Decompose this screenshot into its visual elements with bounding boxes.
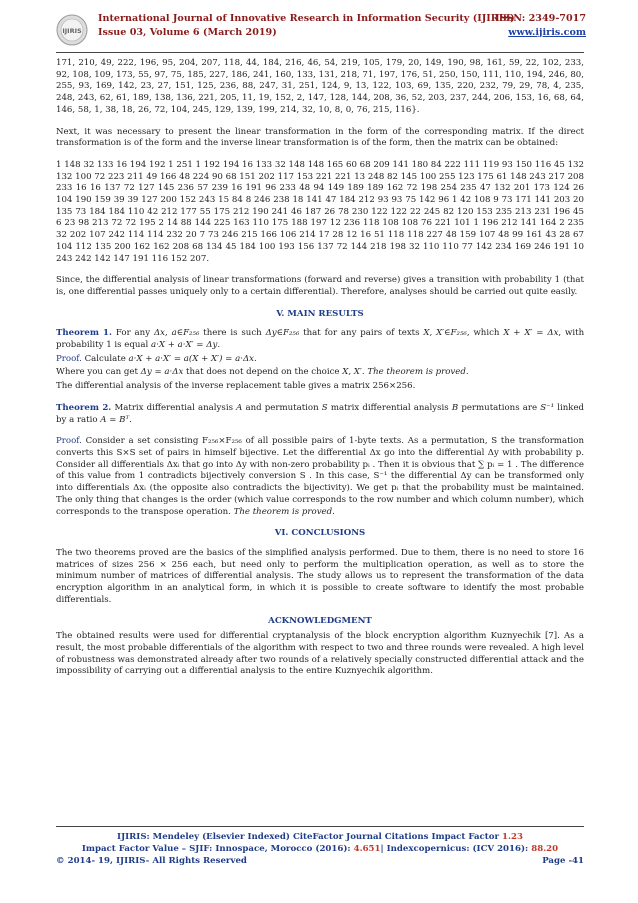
header-rule (56, 52, 584, 53)
proof-1: Proof. Calculate a·X + a·X′ = a(X + X′) = a·Δx. (56, 353, 257, 364)
section-main-results: V. MAIN RESULTS (276, 308, 364, 319)
issue-info: Issue 03, Volume 6 (March 2019) (98, 27, 277, 38)
footer-rule (56, 826, 584, 827)
acknowledgment-text: The obtained results were used for differential cryptanalysis of the block encryption algorithm Kuznyechik [7]. As a result, the most probable differentials of the algorithm with respect to two and three rounds were revealed. A high level of robustness was demonstrated already after two rounds of a relatively specially constructed differential attack and the impossibility of carrying out a differential analysis to the entire Kuznyechik algorithm. (56, 631, 584, 677)
sbox-values: 171, 210, 49, 222, 196, 95, 204, 207, 118, 44, 184, 216, 46, 54, 219, 105, 179, 20, 149, 190, 98, 161, 59, 22, 102, 233, 92, 108, 109, 173, 55, 97, 75, 185, 227, 186, 241, 160, 133, 131, 218, 71, 197, 176, 51, 250, 150, 111, 110, 194, 246, 80, 255, 93, 169, 142, 23, 27, 151, 125, 236, 88, 247, 31, 251, 124, 9, 13, 122, 103, 69, 135, 220, 232, 79, 29, 78, 4, 235, 248, 243, 62, 61, 189, 138, 136, 221, 205, 11, 19, 152, 2, 147, 128, 144, 208, 36, 52, 203, 237, 244, 206, 153, 16, 68, 64, 146, 58, 1, 38, 18, 26, 72, 104, 245, 129, 139, 199, 214, 32, 10, 8, 0, 76, 215, 116}. (56, 58, 584, 115)
journal-url-link[interactable]: www.ijiris.com (508, 27, 586, 38)
matrix-values: 1 148 32 133 16 194 192 1 251 1 192 194 16 133 32 148 148 165 60 68 209 141 180 84 222 111 119 93 150 116 45 132 132 100 72 223 211 49 166 48 224 90 68 151 202 117 153 221 221 13 248 82 145 100 255 123 175 61 148 243 217 208 233 16 16 137 72 127 145 236 57 239 16 191 96 233 48 94 149 189 189 162 72 198 254 235 47 132 201 173 124 26 104 190 159 39 39 127 200 152 243 15 84 8 246 238 18 141 47 184 212 93 93 75 142 96 1 42 108 9 73 171 141 203 20 135 73 184 184 110 42 212 177 55 175 212 190 241 46 187 26 78 230 122 122 22 245 82 120 153 235 213 231 196 45 6 23 98 213 72 72 195 2 14 88 144 225 163 110 175 188 197 12 236 118 108 108 76 221 101 1 196 212 141 164 2 235 32 202 107 242 114 114 232 20 7 73 246 215 166 106 214 17 28 12 16 51 118 118 227 48 159 107 48 99 161 43 28 67 104 112 135 200 162 162 208 68 134 45 184 100 193 156 137 72 144 218 198 32 110 110 77 142 234 169 246 191 10 243 242 142 147 191 116 152 207. (56, 159, 584, 264)
conclusions-text: The two theorems proved are the basics of the simplified analysis performed. Due to them, there is no need to store 16 matrices of sizes 256 × 256 each, but need only to perform the multiplication operation, as well as to store the minimum number of matrices of differential analysis. The study allows us to represent the transformation of the data encryption algorithm in an analytical form, in which it is possible to create software to identify the most probable differentials. (56, 547, 584, 605)
theorem-1: Theorem 1. For any Δx, a∈F₂₅₆ there is such Δy∈F₂₅₆ that for any pairs of texts X, X′∈F₂₅₆, which X + X′ = Δx, with probability 1 is equal a·X + a·X′ = Δy. (56, 328, 585, 351)
copyright: © 2014- 19, IJIRIS- All Rights Reserved (56, 856, 247, 866)
theorem-2: Theorem 2. Matrix differential analysis A and permutation S matrix differential analysis B permutations are S⁻¹ linked by a ratio A = Bᵀ. (56, 402, 585, 425)
journal-title: International Journal of Innovative Research in Information Security (IJIRIS) (98, 13, 515, 24)
acknowledgment-title: ACKNOWLEDGMENT (268, 616, 372, 627)
article-body (56, 58, 584, 688)
paragraph-linear-analysis: Since, the differential analysis of linear transformations (forward and reverse) gives a transition with probability 1 (that is, one differential passes uniquely only to a certain differential). Therefore, analyses should be carried out quite easily. (56, 275, 584, 297)
page-header (56, 12, 586, 52)
proof-2: Proof. Consider a set consisting F₂₅₆×F₂₅₆ of all possible pairs of 1-byte texts. As a permutation, S the transformation converts this S×S set of pairs in himself bijective. Let the differential Δx go into the differential Δy with probability p. Consider all differentials Δxᵢ that go into Δy with non-zero probability pᵢ . Then it is obvious that ∑ pᵢ = 1 . The difference of this value from 1 contradicts bijectively conversion S . In this case, S⁻¹ the differential Δy can be transformed only into differentials Δxᵢ (the opposite also contradicts the bijectivity). We get pᵢ that the probability must be maintained. The only thing that changes is the order (which value corresponds to the row number and which column number), which corresponds to the transpose operation. The theorem is proved. (56, 436, 584, 517)
journal-logo-icon (56, 14, 88, 46)
footer-impact-line: IJIRIS: Mendeley (Elsevier Indexed) CiteFactor Journal Citations Impact Factor 1.23 (117, 832, 523, 842)
proof-1-conclusion: Where you can get Δy = a·Δx that does not depend on the choice X, X′. The theorem is proved. (56, 367, 469, 378)
section-conclusions: VI. CONCLUSIONS (274, 528, 366, 539)
footer-copyright-line (56, 856, 584, 866)
page-number: Page -41 (542, 856, 584, 866)
paragraph-matrix-intro: Next, it was necessary to present the linear transformation in the form of the corresponding matrix. If the direct transformation is of the form and the inverse linear transformation is of the form, then the matrix can be obtained: (56, 126, 584, 149)
svg-text:IJIRIS: IJIRIS (62, 27, 82, 35)
footer-sjif-line: Impact Factor Value – SJIF: Innospace, Morocco (2016): 4.651| Indexcopernicus: (ICV 2016): 88.20 (81, 844, 559, 854)
inverse-table-note: The differential analysis of the inverse replacement table gives a matrix 256×256. (56, 381, 416, 392)
page-footer (56, 832, 584, 866)
issn: ISSN: 2349-7017 (495, 13, 586, 24)
